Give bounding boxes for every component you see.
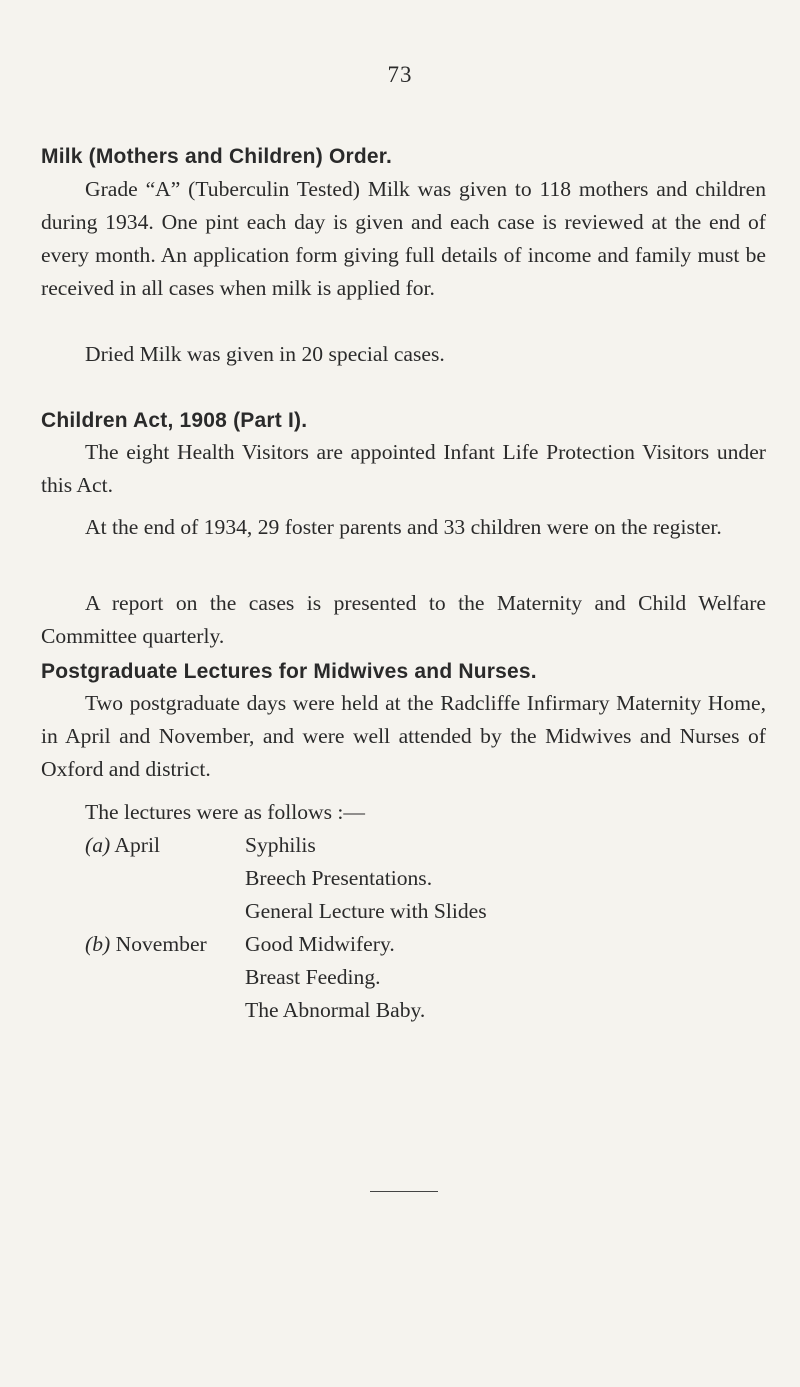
lectures-intro: The lectures were as follows :—	[85, 800, 366, 824]
heading-milk-order: Milk (Mothers and Children) Order.	[41, 145, 393, 168]
paragraph-committee-report: A report on the cases is presented to the Maternity and Child Welfare Committee quarterly.	[41, 591, 766, 648]
lecture-group-marker: (b)	[85, 932, 111, 956]
lecture-item: Syphilis	[245, 833, 316, 857]
lecture-item: General Lecture with Slides	[245, 899, 487, 923]
lecture-group-marker: (a)	[85, 833, 111, 857]
section-end-rule	[370, 1191, 438, 1192]
heading-postgraduate-lectures: Postgraduate Lectures for Midwives and Nurses.	[41, 660, 537, 683]
lecture-group-month: November	[115, 932, 207, 956]
lecture-group-month: April	[114, 833, 160, 857]
paragraph-postgraduate-days: Two postgraduate days were held at the Radcliffe Infirmary Maternity Home, in April and November, and were well attended by the Midwives and Nurses of Oxford and district.	[41, 691, 766, 781]
lecture-item: Breech Presentations.	[245, 866, 433, 890]
lecture-group-april-label	[85, 829, 160, 862]
lecture-item: Good Midwifery.	[245, 932, 395, 956]
paragraph-foster-parents: At the end of 1934, 29 foster parents and 33 children were on the register.	[85, 515, 722, 539]
lecture-group-november-label	[85, 928, 207, 961]
paragraph-grade-a-milk: Grade “A” (Tuberculin Tested) Milk was given to 118 mothers and children during 1934. One pint each day is given and each case is reviewed at the end of every month. An application form giving full details of income and family must be received in all cases when milk is applied for.	[41, 177, 766, 300]
paragraph-dried-milk: Dried Milk was given in 20 special cases.	[85, 342, 445, 366]
paragraph-health-visitors: The eight Health Visitors are appointed Infant Life Protection Visitors under this Act.	[41, 440, 766, 497]
page-number: 73	[387, 62, 413, 87]
lecture-item: The Abnormal Baby.	[245, 998, 426, 1022]
lecture-item: Breast Feeding.	[245, 965, 381, 989]
heading-children-act: Children Act, 1908 (Part I).	[41, 409, 308, 432]
